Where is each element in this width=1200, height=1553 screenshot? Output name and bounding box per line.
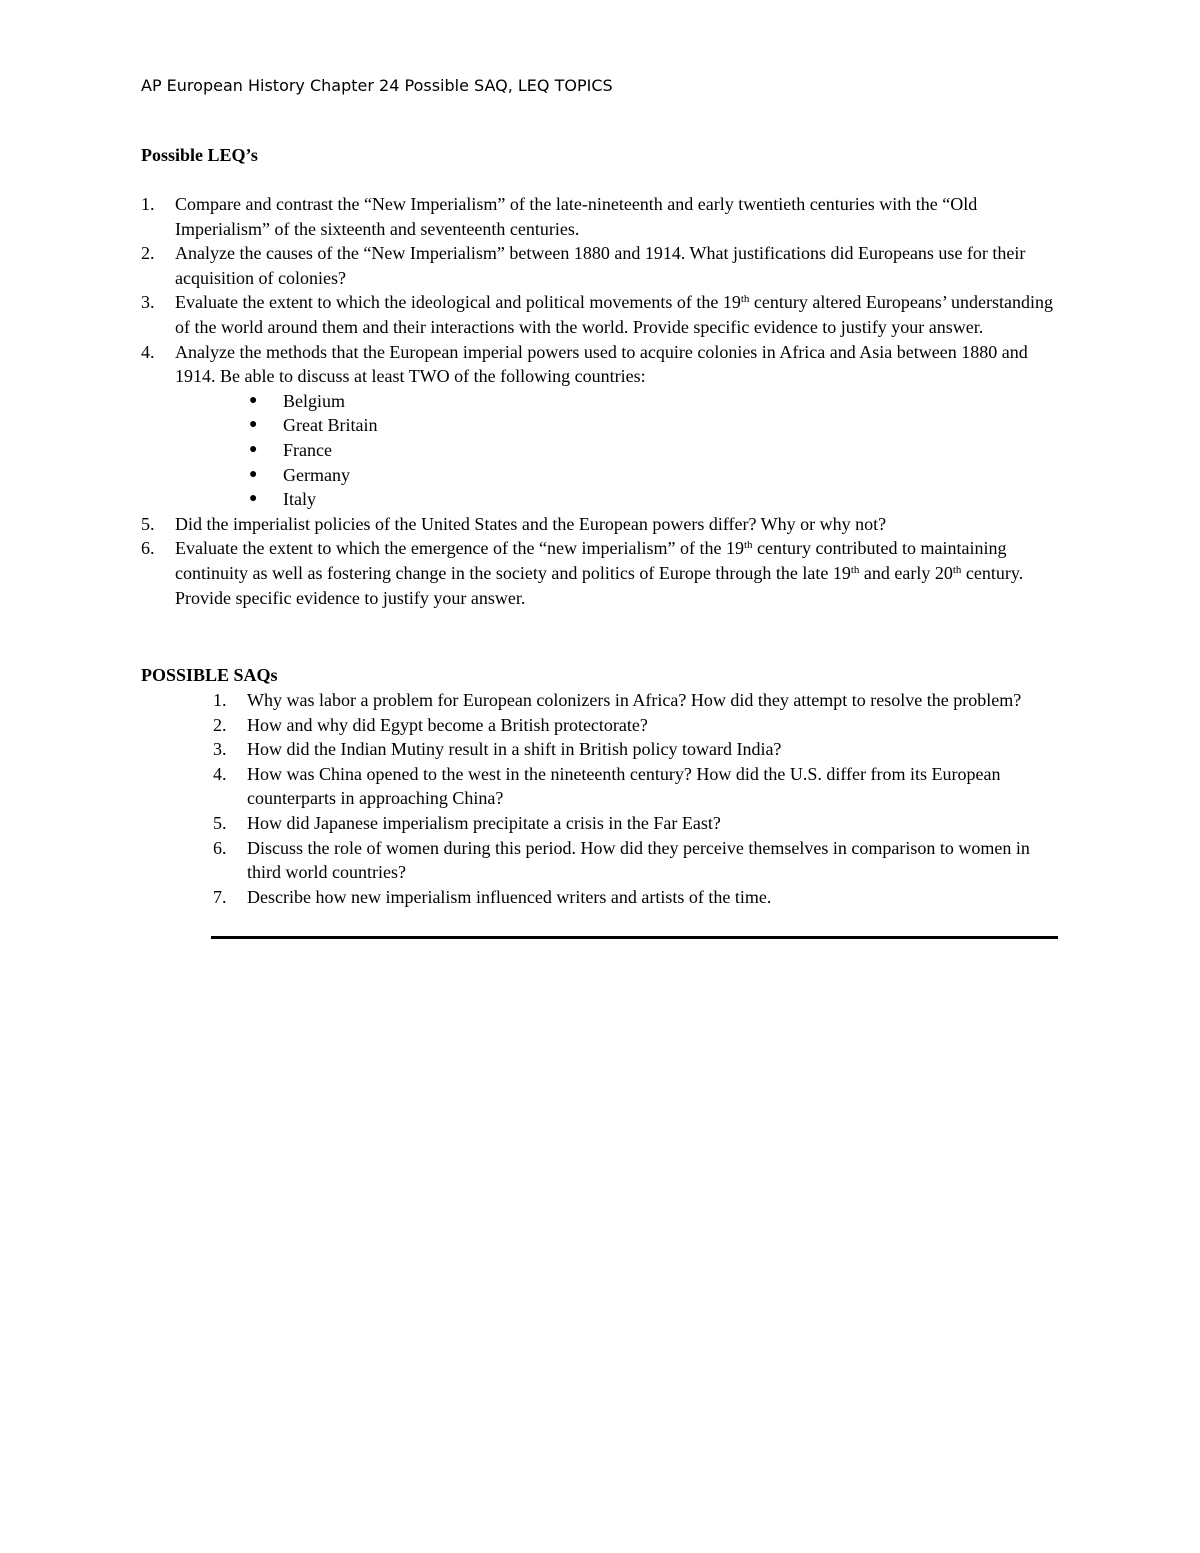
country-item	[249, 438, 1061, 463]
text-segment: Evaluate the extent to which the ideological and political movements of the 19	[175, 292, 741, 313]
bullet-icon: ●	[249, 392, 258, 408]
item-text: How did the Indian Mutiny result in a shift in British policy toward India?	[247, 739, 782, 760]
item-number: 2.	[213, 714, 227, 735]
bullet-icon: ●	[249, 441, 258, 457]
country-item	[249, 389, 1061, 414]
list-item	[141, 512, 1061, 537]
item-number: 6.	[141, 538, 155, 559]
page-header: AP European History Chapter 24 Possible SAQ, LEQ TOPICS	[141, 76, 613, 95]
country-item	[249, 413, 1061, 438]
item-number: 1.	[141, 194, 155, 214]
item-text: Describe how new imperialism influenced writers and artists of the time.	[247, 886, 772, 907]
country-name: Italy	[283, 489, 316, 510]
item-number: 5.	[213, 812, 227, 833]
list-item	[213, 836, 1063, 885]
item-text	[175, 292, 1053, 337]
item-text: How and why did Egypt become a British protectorate?	[247, 714, 648, 735]
country-item	[249, 463, 1061, 488]
superscript: th	[743, 539, 753, 552]
saq-list	[213, 688, 1063, 909]
item-text: How did Japanese imperialism precipitate a crisis in the Far East?	[247, 812, 721, 833]
bullet-icon: ●	[249, 417, 258, 433]
item-text: Discuss the role of women during this period. How did they perceive themselves in comparison to women in third world countries?	[247, 837, 1030, 883]
item-number: 4.	[141, 341, 155, 362]
item-text: Why was labor a problem for European colonizers in Africa? How did they attempt to resolve the problem?	[247, 690, 1022, 710]
list-item	[141, 241, 1061, 290]
item-text	[175, 538, 1023, 607]
list-item	[213, 762, 1063, 811]
country-item	[249, 487, 1061, 512]
text-segment: century. Provide specific evidence to justify your answer.	[175, 562, 1024, 608]
leq-heading: Possible LEQ’s	[141, 145, 258, 165]
list-item	[141, 536, 1061, 610]
superscript: th	[740, 293, 750, 306]
saq-heading: POSSIBLE SAQs	[141, 665, 278, 685]
list-item	[141, 192, 1061, 241]
item-text: How was China opened to the west in the nineteenth century? How did the U.S. differ from its European counterparts in approaching China?	[247, 763, 1001, 809]
superscript: th	[952, 563, 962, 576]
list-item	[141, 340, 1061, 512]
country-name: France	[283, 439, 332, 460]
item-number: 4.	[213, 763, 227, 784]
item-text: Did the imperialist policies of the United States and the European powers differ? Why or why not?	[175, 513, 887, 534]
item-number: 1.	[213, 690, 227, 710]
superscript: th	[850, 563, 860, 576]
list-item	[213, 713, 1063, 738]
country-name: Germany	[283, 464, 350, 485]
item-text: Analyze the methods that the European imperial powers used to acquire colonies in Africa and Asia between 1880 and 1914. Be able to discuss at least TWO of the following countries:	[175, 341, 1028, 387]
list-item	[141, 290, 1061, 339]
item-number: 6.	[213, 837, 227, 858]
country-name: Great Britain	[283, 415, 378, 436]
text-segment: Evaluate the extent to which the emergence of the “new imperialism” of the 19	[175, 538, 744, 559]
leq-list	[141, 192, 1061, 610]
item-text: Analyze the causes of the “New Imperialism” between 1880 and 1914. What justifications did Europeans use for their acquisition of colonies?	[175, 243, 1026, 288]
country-name: Belgium	[283, 390, 345, 411]
item-number: 7.	[213, 886, 227, 907]
item-number: 3.	[141, 292, 155, 313]
text-segment: and early 20	[859, 562, 953, 583]
text-segment: century altered Europeans’ understanding of the world around them and their interactions with the world. Provide specific evidence to justify your answer.	[175, 292, 1053, 337]
list-item	[213, 688, 1063, 713]
item-number: 3.	[213, 739, 227, 760]
item-number: 5.	[141, 513, 155, 534]
list-item	[213, 811, 1063, 836]
bullet-icon: ●	[249, 491, 258, 507]
text-segment: century contributed to maintaining continuity as well as fostering change in the society and politics of Europe through the late 19	[175, 538, 1007, 583]
bullet-icon: ●	[249, 466, 258, 482]
item-text: Compare and contrast the “New Imperialism” of the late-nineteenth and early twentieth centuries with the “Old Imperialism” of the sixteenth and seventeenth centuries.	[175, 194, 978, 239]
item-number: 2.	[141, 243, 155, 264]
list-item	[213, 885, 1063, 910]
bottom-rule	[211, 936, 1058, 939]
list-item	[213, 737, 1063, 762]
countries-list	[175, 389, 1061, 512]
